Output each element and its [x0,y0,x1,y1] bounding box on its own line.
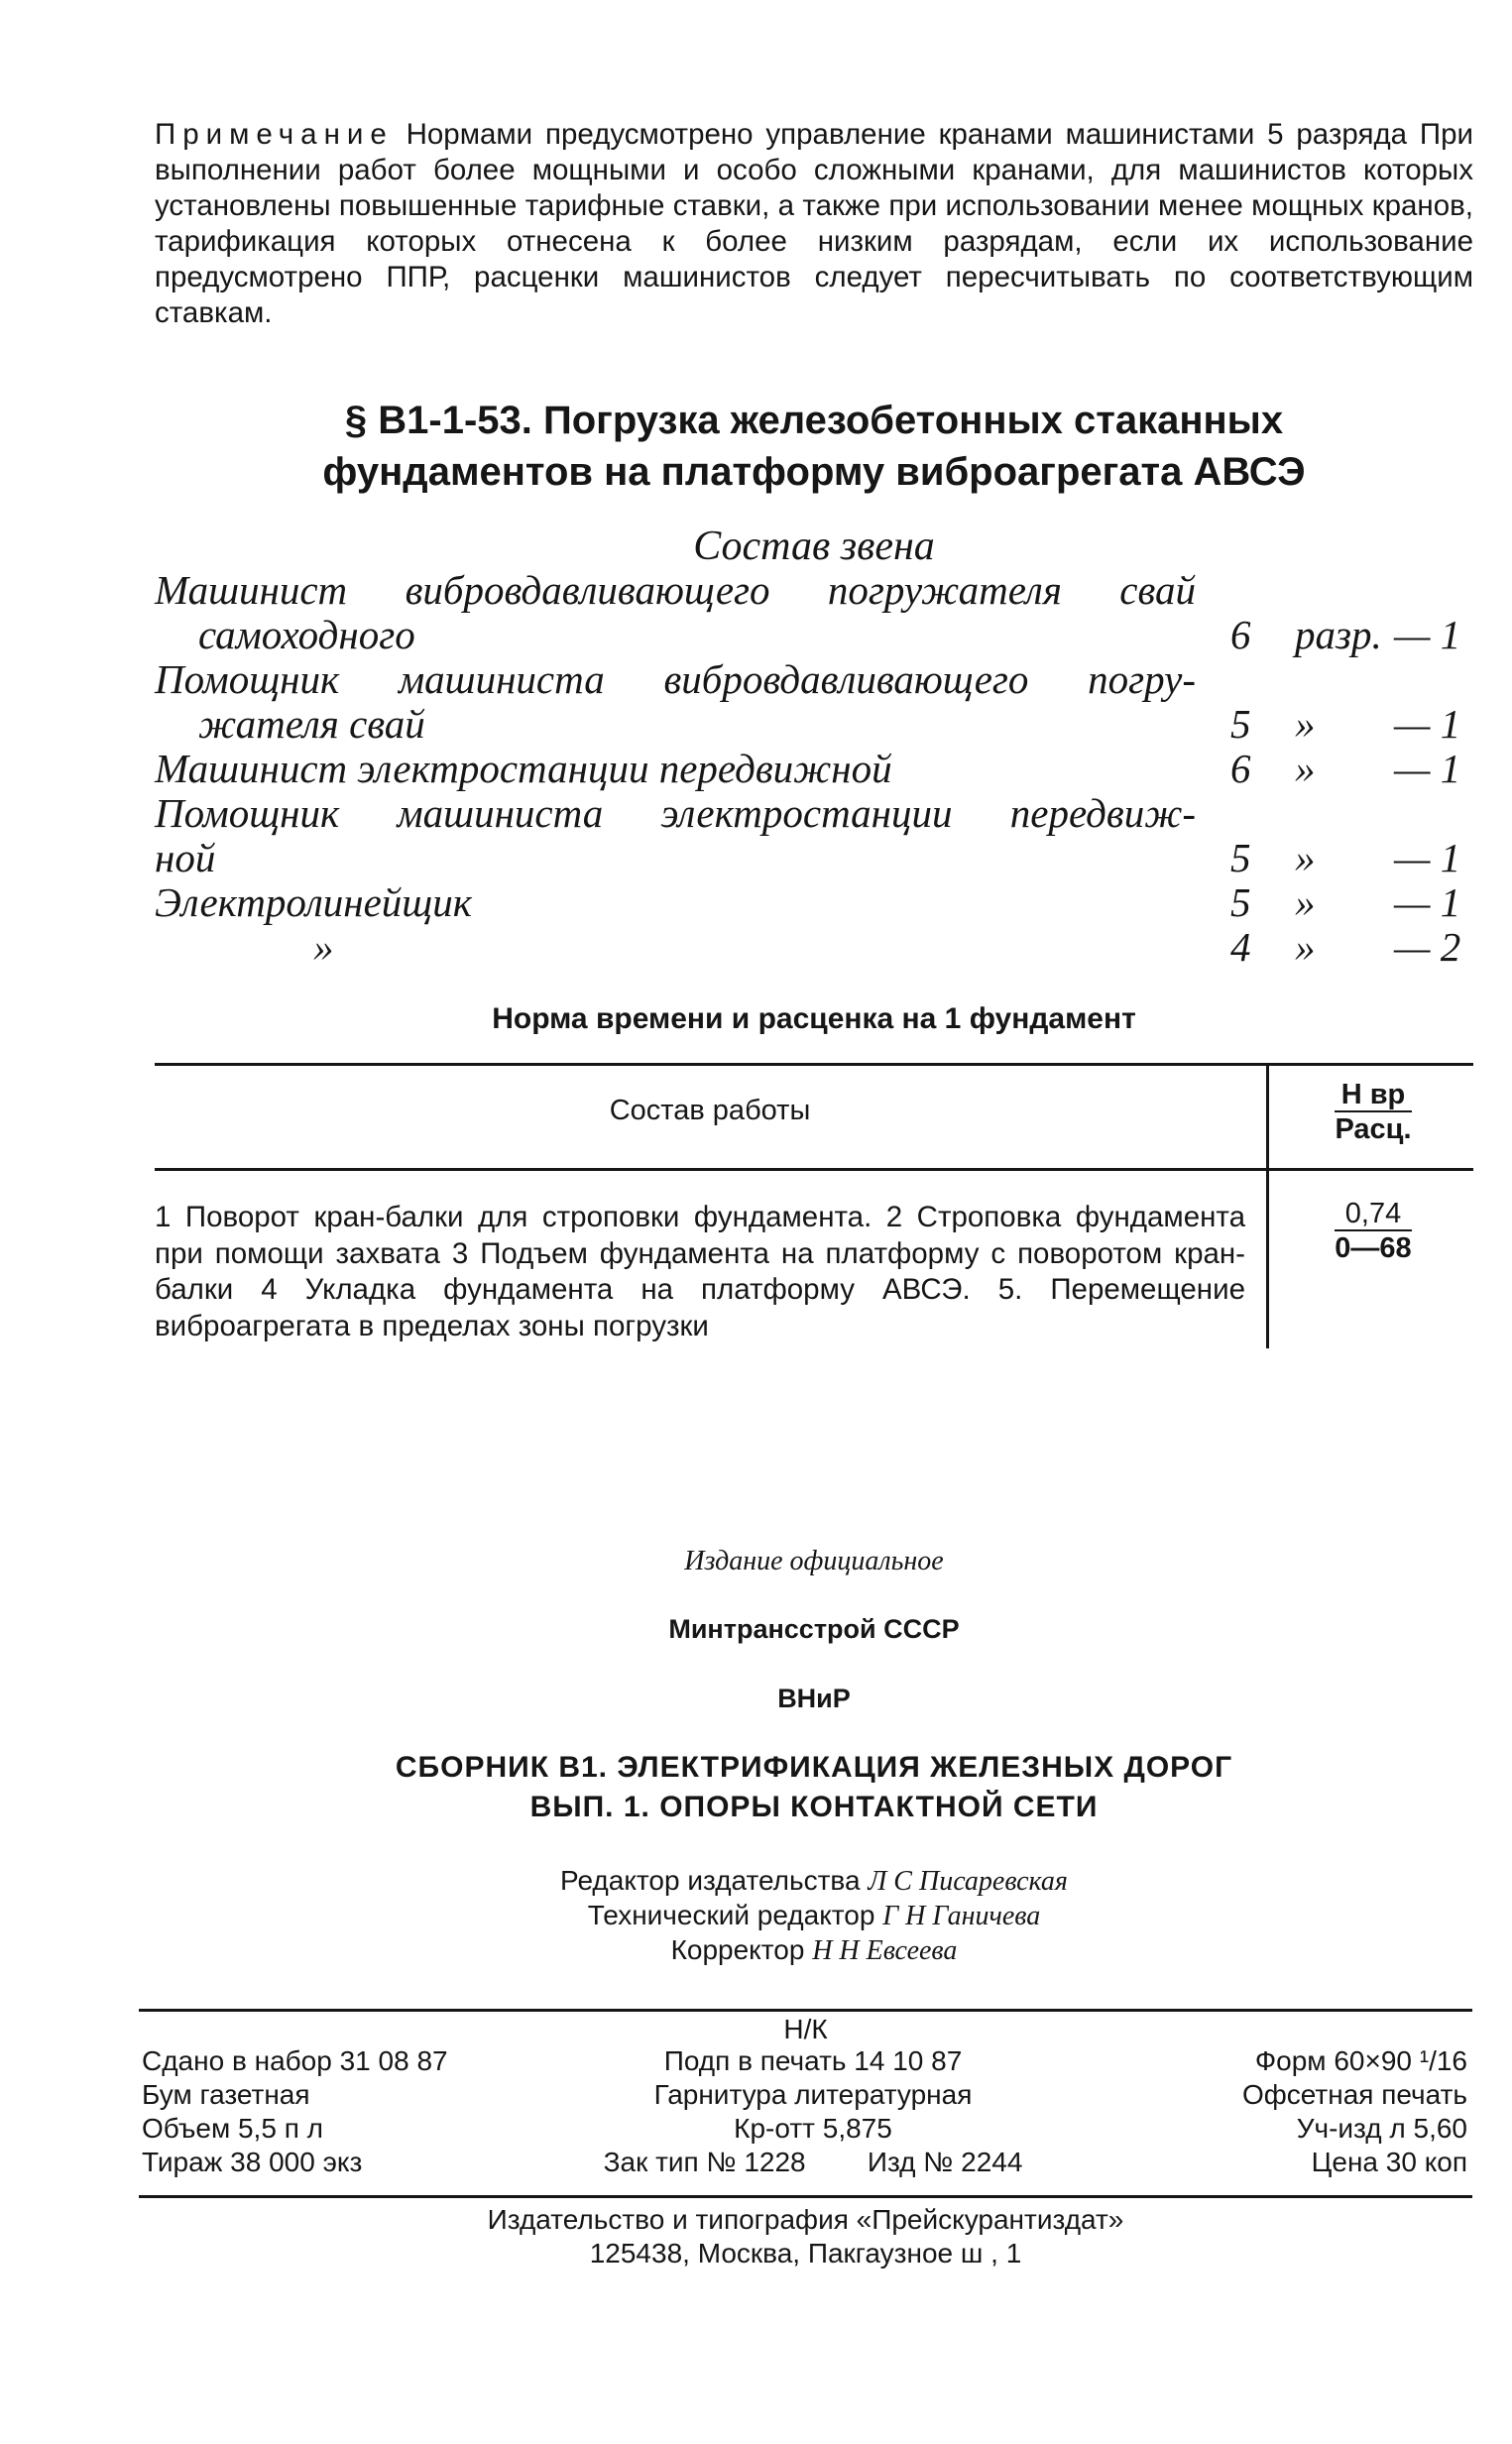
crew-name: жателя свай [198,701,425,747]
printer-address: 125438, Москва, Пакгаузное ш , 1 [589,2238,1022,2269]
imprint-code: Н/К [783,2014,828,2044]
crew-name: Помощник машиниста вибровдавливающего погру- [155,656,1196,702]
section-title-line-2: фундаментов на платформу виброагрегата АВСЭ [322,450,1306,494]
crew-count: — 1 [1394,701,1461,747]
crew-name: Помощник машиниста электростанции передвиж- [155,790,1196,836]
crew-unit: разр. [1295,612,1382,657]
crew-unit: » [1295,701,1316,747]
credits [155,1864,1473,1968]
norm-value-time: 0,74 [1344,1198,1402,1229]
table-cell-norm [1279,1198,1467,1265]
table-column-divider [1266,1063,1269,1348]
imprint-line: Подп в печать 14 10 87 [663,2045,963,2076]
imprint-line: Зак тип № 1228 Изд № 2244 [603,2147,1023,2177]
collection-title-line-1: СБОРНИК В1. ЭЛЕКТРИФИКАЦИЯ ЖЕЛЕЗНЫХ ДОРОГ [395,1751,1233,1784]
collection-title-line-2: ВЫП. 1. ОПОРЫ КОНТАКТНОЙ СЕТИ [529,1791,1099,1823]
imprint-line: Сдано в набор 31 08 87 [142,2045,448,2076]
imprint-line: Форм 60×90 ¹/16 [1254,2045,1467,2076]
imprint-line: Уч-изд л 5,60 [1296,2113,1467,2144]
norm-value-price: 0—68 [1335,1229,1411,1265]
crew-name: » [313,924,334,970]
collection-title [155,1748,1473,1827]
crew-count: — 1 [1394,612,1461,657]
crew-count: — 2 [1394,924,1461,970]
crew-unit: » [1295,879,1316,925]
crew-count: — 1 [1394,835,1461,880]
note-paragraph [155,117,1473,331]
table-header-work: Состав работы [609,1095,811,1126]
crew-grade: 5 [1230,835,1251,880]
crew-grade: 6 [1230,746,1251,791]
imprint-line: Объем 5,5 п л [142,2113,323,2144]
crew-name: Электролинейщик [155,879,472,925]
norm-fraction [1335,1198,1411,1265]
note-lead: Примечание [155,118,394,151]
table-top-rule [155,1063,1473,1066]
crew-grade: 5 [1230,701,1251,747]
imprint-line: Бум газетная [142,2079,310,2110]
crew-heading: Состав звена [693,524,935,569]
imprint-line: Гарнитура литературная [653,2079,973,2110]
publisher: Минтрансстрой СССР [668,1614,960,1644]
header-numerator: Н вр [1340,1079,1406,1110]
crew-name: ной [155,835,216,880]
imprint-middle-column [555,2044,1071,2179]
credit-tech-editor: Технический редактор Г Н Ганичева [587,1900,1041,1931]
imprint-left-column [142,2044,448,2179]
crew-grade: 6 [1230,612,1251,657]
crew-row [155,568,1473,613]
printer-name: Издательство и типография «Прейскурантиздат» [487,2204,1124,2235]
credit-editor: Редактор издательства Л С Писаревская [560,1865,1068,1897]
crew-row [155,613,1473,657]
imprint-line: Офсетная печать [1241,2079,1467,2110]
crew-grade: 4 [1230,924,1251,970]
crew-name: Машинист вибровдавливающего погружателя свай [155,567,1196,613]
crew-count: — 1 [1394,879,1461,925]
imprint-top-rule [139,2009,1472,2012]
note-text: Нормами предусмотрено управление кранами машинистами 5 разряда При выполнении работ более мощными и особо сложными кранами, для машинистов которых установлены повышенные тарифные ставки, а также при использовании менее мощных кранов, тарификация которых отнесена к более низким разрядам, если их использование предусмотрено ППР, расценки машинистов следует пересчитывать по соответствующим ставкам. [155,118,1473,329]
crew-list [155,568,1473,970]
imprint-line: Тираж 38 000 экз [142,2147,363,2177]
header-fraction [1335,1079,1411,1146]
crew-row [155,925,1473,970]
crew-row [155,702,1473,747]
imprint-bottom-rule [139,2195,1472,2198]
section-title [155,395,1473,498]
norm-caption: Норма времени и расценка на 1 фундамент [492,1002,1136,1035]
imprint-line: Цена 30 коп [1311,2147,1467,2177]
table-header-norm [1279,1079,1467,1146]
table-header-rule [155,1168,1473,1171]
crew-row [155,657,1473,702]
crew-unit: » [1295,835,1316,880]
table-cell-work: 1 Поворот кран-балки для строповки фундамента. 2 Строповка фундамента при помощи захвата 3 Подъем фундамента на платформу с поворотом кран-балки 4 Укладка фундамента на платформу АВСЭ. 5. Перемещение виброагрегата в пределах зоны погрузки [155,1201,1245,1342]
crew-row [155,791,1473,836]
edition-label: Издание официальное [684,1546,944,1576]
series-label: ВНиР [777,1684,851,1713]
crew-unit: » [1295,924,1316,970]
crew-unit: » [1295,746,1316,791]
section-title-line-1: § В1-1-53. Погрузка железобетонных стаканных [344,399,1284,442]
crew-name: самоходного [198,612,415,657]
crew-row [155,836,1473,880]
crew-name: Машинист электростанции передвижной [155,746,892,791]
crew-row [155,880,1473,925]
imprint-line: Кр-отт 5,875 [734,2113,892,2144]
imprint-right-column [1101,2044,1467,2179]
crew-count: — 1 [1394,746,1461,791]
credit-corrector: Корректор Н Н Евсеева [670,1934,958,1966]
header-denominator: Расц. [1335,1110,1411,1146]
crew-grade: 5 [1230,879,1251,925]
crew-row [155,747,1473,791]
printer-info [139,2203,1472,2270]
